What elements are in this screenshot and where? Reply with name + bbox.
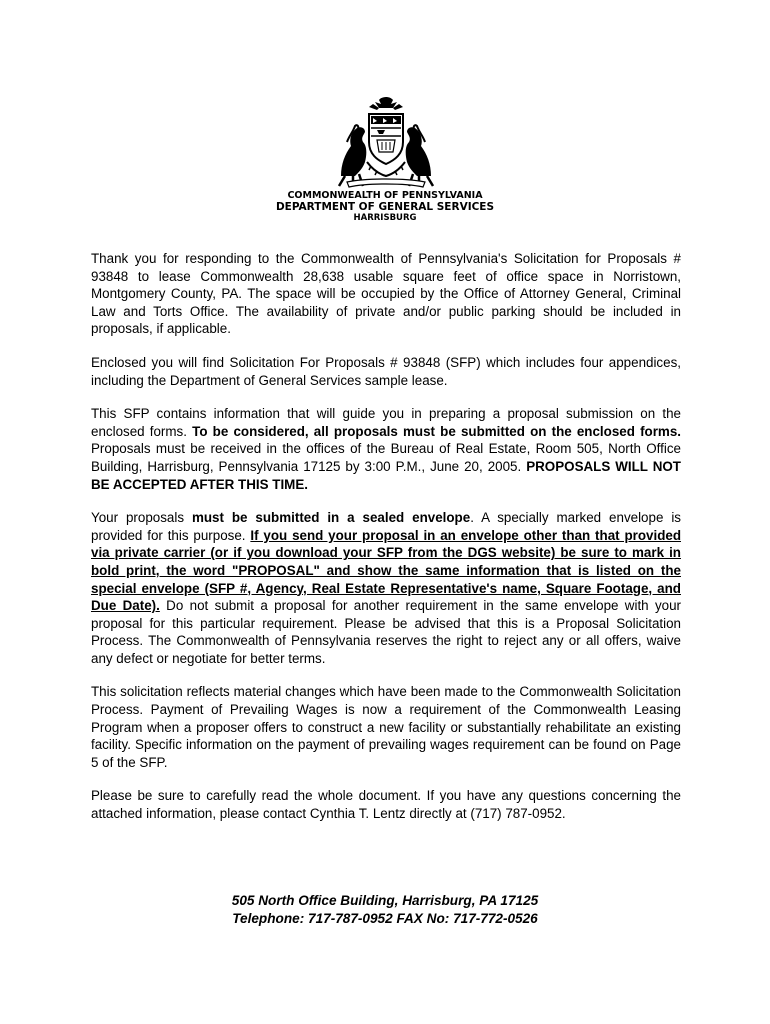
pennsylvania-coat-of-arms-icon [327,96,445,188]
paragraph-enclosure: Enclosed you will find Solicitation For Proposals # 93848 (SFP) which includes four appendices, including the Department of General Services sample lease. [91,354,681,388]
submission-text-c: Proposals must be received in the offices of the Bureau of Real Estate, Room 505, North Office Building, Harrisburg, Pennsylvania 17125 by 3:00 P.M., June 20, 2005. [91,441,681,474]
letterhead-city: HARRISBURG [353,213,417,223]
envelope-text-c: . A specially marked envelope is provided for this purpose. [91,510,681,543]
paragraph-submission [91,405,681,493]
footer-address: 505 North Office Building, Harrisburg, PA 17125 [231,893,539,908]
submission-text-a: This SFP contains information that will guide you in preparing a proposal submission on the enclosed forms. [91,406,681,439]
letterhead-commonwealth: COMMONWEALTH OF PENNSYLVANIA [287,190,483,201]
letter-body [91,250,681,839]
paragraph-intro: Thank you for responding to the Commonwealth of Pennsylvania's Solicitation for Proposals # 93848 to lease Commonwealth 28,638 usable square feet of office space in Norristown, Montgomery County, PA. The space will be occupied by the Office of Attorney General, Criminal Law and Torts Office. The availability of private and/or public parking should be included in proposals, if applicable. [91,251,681,337]
paragraph-envelope [91,509,681,667]
footer-phones: Telephone: 717-787-0952 FAX No: 717-772-0526 [232,911,538,926]
paragraph-prevailing-wages: This solicitation reflects material changes which have been made to the Commonwealth Solicitation Process. Payment of Prevailing Wages is now a requirement of the Commonwealth Leasing Program when a proposer offers to construct a new facility or substantially rehabilitate an existing facility. Specific information on the payment of prevailing wages requirement can be found on Page 5 of the SFP. [91,684,681,770]
envelope-text-a: Your proposals [91,510,192,526]
sealed-envelope-requirement: must be submitted in a sealed envelope [191,510,471,526]
envelope-marking-instructions: If you send your proposal in an envelope other than that provided via private carrier (or if you download your SFP from the DGS website) be sure to mark in bold print, the word "PROPOSAL" and show the same information that is listed on the special envelope (SFP #, Agency, Real Estate Representative's name, Square Footage, and Due Date). [91,527,681,614]
paragraph-contact: Please be sure to carefully read the whole document. If you have any questions concerning the attached information, please contact Cynthia T. Lentz directly at (717) 787-0952. [91,788,681,822]
deadline-warning: PROPOSALS WILL NOT BE ACCEPTED AFTER THIS TIME. [91,458,681,492]
envelope-text-e: Do not submit a proposal for another requirement in the same envelope with your proposal for this particular requirement. Please be advised that this is a Proposal Solicitation Process. The Commonwealth of Pennsylvania reserves the right to reject any or all offers, waive any defect or negotiate for better terms. [91,598,681,666]
footer [0,892,770,928]
submission-requirement: To be considered, all proposals must be submitted on the enclosed forms. [192,423,681,439]
letterhead [0,190,770,225]
letterhead-department: DEPARTMENT OF GENERAL SERVICES [275,200,495,213]
